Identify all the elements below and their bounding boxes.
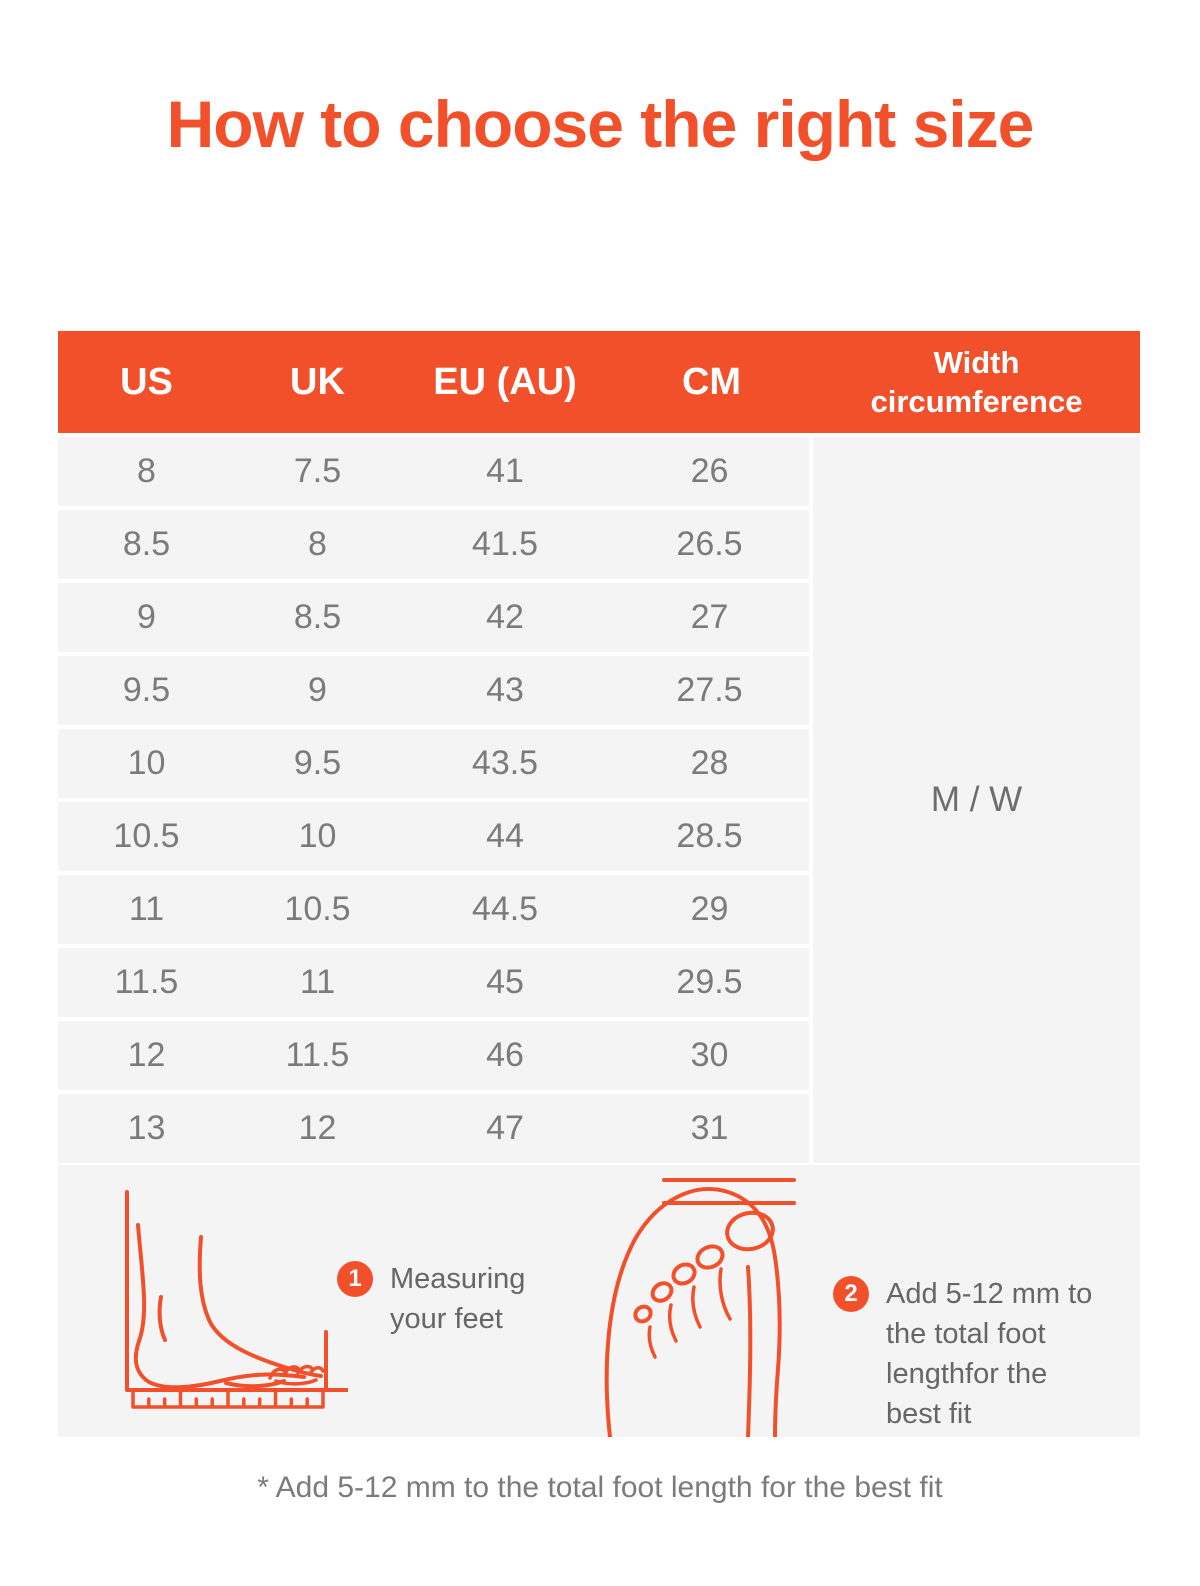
table-cell: 11	[299, 963, 336, 1001]
table-row	[58, 656, 809, 725]
table-cell: 8	[137, 452, 156, 490]
page-title: How to choose the right size	[166, 87, 1034, 161]
table-cell: 7.5	[293, 452, 342, 490]
table-cell: 44.5	[471, 890, 539, 928]
table-cell: 26.5	[676, 525, 743, 563]
table-row	[58, 510, 809, 579]
table-cell: 9.5	[293, 744, 342, 782]
table-rows	[58, 437, 809, 1163]
table-cell: 44	[486, 817, 524, 855]
table-cell: 10	[298, 817, 337, 855]
toe-4-nail	[649, 1280, 675, 1305]
table-cell: 12	[298, 1109, 337, 1147]
toe-5-nail	[632, 1303, 653, 1324]
table-cell: 46	[486, 1036, 524, 1074]
table-row	[58, 437, 809, 506]
table-cell: 30	[690, 1036, 729, 1074]
table-cell: 8	[308, 525, 327, 563]
table-body	[58, 437, 1140, 1163]
table-cell: 11.5	[114, 963, 179, 1001]
table-row	[58, 583, 809, 652]
table-row	[58, 948, 809, 1017]
table-row	[58, 1021, 809, 1090]
table-cell: 11.5	[285, 1036, 350, 1074]
table-cell: 29.5	[676, 963, 743, 1001]
table-header-row	[58, 331, 1140, 433]
big-toe-crease	[748, 1267, 750, 1437]
table-cell: 11	[128, 890, 165, 928]
size-chart-table	[58, 331, 1140, 1163]
toe-2-nail	[694, 1242, 726, 1271]
axis-lines	[127, 1192, 348, 1390]
top-foot-measuring-illustration	[598, 1169, 813, 1437]
header-width-circumference: Width circumference	[870, 345, 1083, 419]
shin-instep	[200, 1237, 321, 1376]
ankle-line	[160, 1297, 165, 1340]
step-1-text: Measuring your feet	[390, 1263, 526, 1335]
table-cell: 43	[486, 671, 524, 709]
table-cell: 42	[486, 598, 524, 636]
step-1-badge: 1	[337, 1261, 373, 1297]
step-2-text: Add 5-12 mm to the total foot lengthfor the best fit	[886, 1278, 1093, 1430]
step-2-badge: 2	[833, 1276, 869, 1312]
step-1	[337, 1259, 550, 1339]
table-cell: 10.5	[284, 890, 351, 928]
width-circumference-cell	[813, 437, 1140, 1163]
table-cell: 10.5	[113, 817, 180, 855]
table-row	[58, 1094, 809, 1163]
table-cell: 43.5	[471, 744, 539, 782]
footnote: * Add 5-12 mm to the total foot length for the best fit	[257, 1471, 943, 1504]
ruler	[133, 1393, 323, 1407]
table-row	[58, 802, 809, 871]
header-cm: CM	[681, 360, 742, 403]
toe-3-nail	[670, 1261, 698, 1288]
header-eu-au: EU (AU)	[433, 360, 577, 403]
table-cell: 27.5	[676, 671, 743, 709]
measuring-instructions-panel	[58, 1165, 1140, 1437]
side-foot-measuring-illustration	[108, 1179, 348, 1429]
table-cell: 12	[127, 1036, 166, 1074]
width-circumference-value: M / W	[930, 780, 1023, 819]
table-row	[58, 729, 809, 798]
step-2	[833, 1274, 1096, 1434]
table-cell: 9	[137, 598, 156, 636]
header-us: US	[120, 360, 173, 403]
table-cell: 13	[127, 1109, 166, 1147]
table-cell: 31	[690, 1109, 729, 1147]
table-cell: 45	[486, 963, 524, 1001]
table-cell: 27	[690, 598, 729, 636]
table-cell: 9	[308, 671, 327, 709]
table-cell: 10	[127, 744, 166, 782]
table-row	[58, 875, 809, 944]
table-cell: 28.5	[676, 817, 743, 855]
table-cell: 26	[690, 452, 729, 490]
table-cell: 28	[690, 744, 729, 782]
table-cell: 41.5	[471, 525, 539, 563]
table-cell: 9.5	[122, 671, 171, 709]
table-cell: 41	[486, 452, 524, 490]
table-cell: 8.5	[293, 598, 342, 636]
header-uk: UK	[290, 360, 345, 403]
table-cell: 8.5	[122, 525, 171, 563]
table-cell: 29	[690, 890, 729, 928]
table-cell: 47	[486, 1109, 524, 1147]
